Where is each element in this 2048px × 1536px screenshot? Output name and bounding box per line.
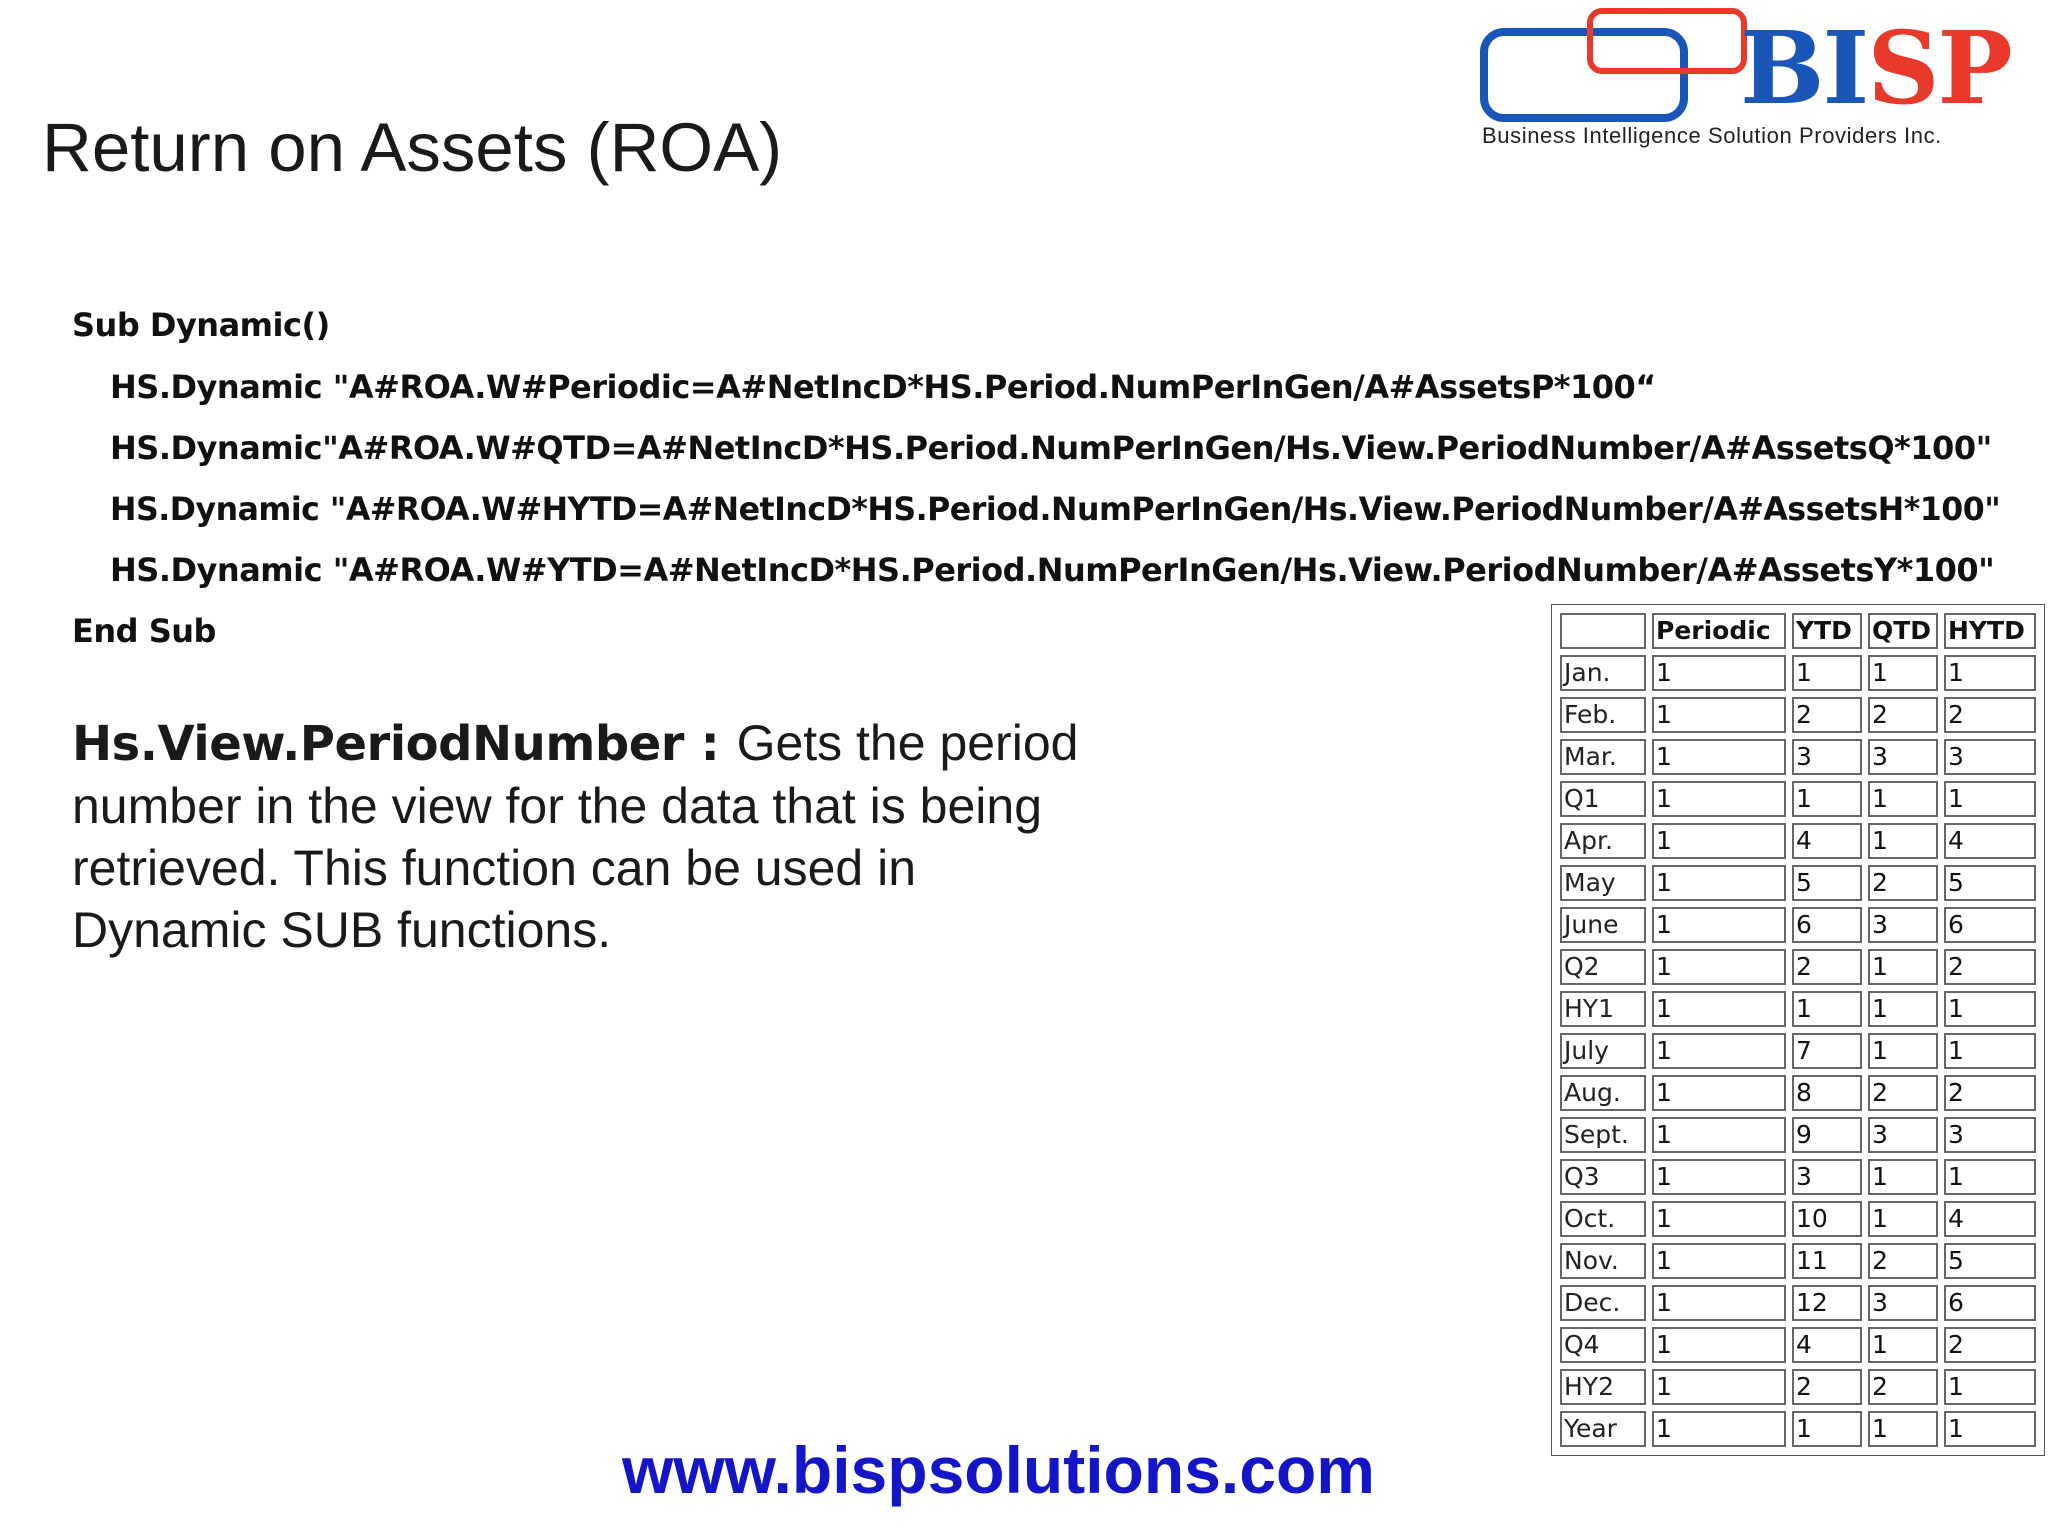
table-row (1560, 907, 2036, 943)
value-cell: 3 (1944, 1117, 2036, 1153)
value-cell: 2 (1868, 1243, 1938, 1279)
code-line-periodic: HS.Dynamic "A#ROA.W#Periodic=A#NetIncD*HS.Period.NumPerInGen/A#AssetsP*100“ (110, 368, 1656, 406)
value-cell: 1 (1652, 865, 1786, 901)
row-label-cell: Q2 (1560, 949, 1646, 985)
code-sub-end: End Sub (72, 612, 216, 650)
header-cell: YTD (1792, 613, 1862, 649)
value-cell: 1 (1652, 907, 1786, 943)
value-cell: 1 (1652, 949, 1786, 985)
header-cell: Periodic (1652, 613, 1786, 649)
value-cell: 4 (1944, 1201, 2036, 1237)
value-cell: 2 (1792, 697, 1862, 733)
value-cell: 1 (1868, 655, 1938, 691)
value-cell: 1 (1868, 781, 1938, 817)
value-cell: 1 (1944, 1411, 2036, 1447)
header-cell (1560, 613, 1646, 649)
value-cell: 1 (1944, 781, 2036, 817)
value-cell: 2 (1944, 949, 2036, 985)
code-line-ytd: HS.Dynamic "A#ROA.W#YTD=A#NetIncD*HS.Period.NumPerInGen/Hs.View.PeriodNumber/A#AssetsY*100" (110, 551, 1995, 589)
value-cell: 1 (1652, 1327, 1786, 1363)
value-cell: 1 (1652, 739, 1786, 775)
table-row (1560, 949, 2036, 985)
value-cell: 1 (1944, 1369, 2036, 1405)
slide-title: Return on Assets (ROA) (42, 109, 783, 186)
value-cell: 1 (1652, 1285, 1786, 1321)
table-row (1560, 655, 2036, 691)
value-cell: 1 (1652, 1369, 1786, 1405)
value-cell: 1 (1652, 1201, 1786, 1237)
value-cell: 6 (1944, 1285, 2036, 1321)
table-row (1560, 1201, 2036, 1237)
value-cell: 12 (1792, 1285, 1862, 1321)
value-cell: 1 (1868, 823, 1938, 859)
row-label-cell: Q1 (1560, 781, 1646, 817)
value-cell: 4 (1944, 823, 2036, 859)
table-row (1560, 865, 2036, 901)
value-cell: 7 (1792, 1033, 1862, 1069)
row-label-cell: July (1560, 1033, 1646, 1069)
table-row (1560, 823, 2036, 859)
value-cell: 1 (1944, 1159, 2036, 1195)
table-row (1560, 1411, 2036, 1447)
value-cell: 2 (1868, 865, 1938, 901)
value-cell: 1 (1652, 655, 1786, 691)
value-cell: 1 (1792, 991, 1862, 1027)
value-cell: 4 (1792, 1327, 1862, 1363)
table-row (1560, 1369, 2036, 1405)
row-label-cell: Dec. (1560, 1285, 1646, 1321)
value-cell: 1 (1868, 1201, 1938, 1237)
logo-tagline: Business Intelligence Solution Providers Inc. (1482, 123, 1942, 148)
value-cell: 1 (1652, 991, 1786, 1027)
value-cell: 10 (1792, 1201, 1862, 1237)
value-cell: 2 (1868, 1369, 1938, 1405)
row-label-cell: Sept. (1560, 1117, 1646, 1153)
value-cell: 5 (1944, 865, 2036, 901)
value-cell: 1 (1652, 1411, 1786, 1447)
code-sub-start: Sub Dynamic() (72, 306, 330, 344)
value-cell: 1 (1652, 1159, 1786, 1195)
value-cell: 1 (1944, 991, 2036, 1027)
value-cell: 1 (1652, 697, 1786, 733)
value-cell: 3 (1868, 1285, 1938, 1321)
value-cell: 3 (1944, 739, 2036, 775)
row-label-cell: Jan. (1560, 655, 1646, 691)
row-label-cell: May (1560, 865, 1646, 901)
logo-brand-blue: BI (1740, 9, 1868, 127)
value-cell: 2 (1868, 1075, 1938, 1111)
value-cell: 5 (1944, 1243, 2036, 1279)
value-cell: 2 (1944, 1075, 2036, 1111)
website-url: www.bispsolutions.com (622, 1433, 1375, 1507)
value-cell: 3 (1792, 739, 1862, 775)
table-row (1560, 1243, 2036, 1279)
row-label-cell: Q3 (1560, 1159, 1646, 1195)
value-cell: 3 (1868, 739, 1938, 775)
value-cell: 1 (1652, 823, 1786, 859)
row-label-cell: HY2 (1560, 1369, 1646, 1405)
table-row (1560, 1117, 2036, 1153)
value-cell: 11 (1792, 1243, 1862, 1279)
value-cell: 1 (1944, 655, 2036, 691)
row-label-cell: HY1 (1560, 991, 1646, 1027)
value-cell: 3 (1792, 1159, 1862, 1195)
value-cell: 1 (1792, 781, 1862, 817)
period-number-table (1551, 604, 2045, 1456)
table-row (1560, 991, 2036, 1027)
table-header-row (1560, 613, 2036, 649)
table-row (1560, 1327, 2036, 1363)
table-row (1560, 1285, 2036, 1321)
value-cell: 3 (1868, 907, 1938, 943)
row-label-cell: Q4 (1560, 1327, 1646, 1363)
value-cell: 1 (1652, 781, 1786, 817)
value-cell: 1 (1868, 1159, 1938, 1195)
row-label-cell: Feb. (1560, 697, 1646, 733)
value-cell: 2 (1792, 949, 1862, 985)
value-cell: 6 (1792, 907, 1862, 943)
code-line-hytd: HS.Dynamic "A#ROA.W#HYTD=A#NetIncD*HS.Period.NumPerInGen/Hs.View.PeriodNumber/A#AssetsH*100" (110, 490, 2001, 528)
description-term: Hs.View.PeriodNumber (72, 716, 684, 772)
row-label-cell: Oct. (1560, 1201, 1646, 1237)
value-cell: 2 (1944, 697, 2036, 733)
table-row (1560, 739, 2036, 775)
description-text: Gets the period number in the view for the data that is being retrieved. This function can be used in Dynamic SUB functions. (72, 715, 1079, 958)
table-body (1560, 655, 2036, 1447)
value-cell: 6 (1944, 907, 2036, 943)
logo-brand-red: SP (1867, 9, 2011, 127)
bisp-logo (1478, 6, 2048, 156)
row-label-cell: June (1560, 907, 1646, 943)
value-cell: 1 (1868, 1327, 1938, 1363)
value-cell: 8 (1792, 1075, 1862, 1111)
value-cell: 1 (1868, 991, 1938, 1027)
value-cell: 9 (1792, 1117, 1862, 1153)
table-row (1560, 1033, 2036, 1069)
value-cell: 1 (1868, 1033, 1938, 1069)
value-cell: 1 (1792, 1411, 1862, 1447)
period-table (1554, 607, 2042, 1453)
value-cell: 2 (1792, 1369, 1862, 1405)
table-row (1560, 1159, 2036, 1195)
table-row (1560, 781, 2036, 817)
row-label-cell: Mar. (1560, 739, 1646, 775)
value-cell: 1 (1652, 1075, 1786, 1111)
header-cell: HYTD (1944, 613, 2036, 649)
description-separator: : (683, 716, 737, 772)
logo-brand (1740, 9, 2011, 127)
header-cell: QTD (1868, 613, 1938, 649)
value-cell: 1 (1868, 949, 1938, 985)
row-label-cell: Nov. (1560, 1243, 1646, 1279)
value-cell: 3 (1868, 1117, 1938, 1153)
table-row (1560, 697, 2036, 733)
value-cell: 1 (1652, 1243, 1786, 1279)
value-cell: 4 (1792, 823, 1862, 859)
value-cell: 1 (1652, 1117, 1786, 1153)
value-cell: 2 (1944, 1327, 2036, 1363)
table-row (1560, 1075, 2036, 1111)
row-label-cell: Aug. (1560, 1075, 1646, 1111)
value-cell: 1 (1868, 1411, 1938, 1447)
row-label-cell: Apr. (1560, 823, 1646, 859)
value-cell: 5 (1792, 865, 1862, 901)
value-cell: 1 (1944, 1033, 2036, 1069)
description (72, 712, 1082, 961)
value-cell: 1 (1792, 655, 1862, 691)
row-label-cell: Year (1560, 1411, 1646, 1447)
value-cell: 1 (1652, 1033, 1786, 1069)
value-cell: 2 (1868, 697, 1938, 733)
code-line-qtd: HS.Dynamic"A#ROA.W#QTD=A#NetIncD*HS.Period.NumPerInGen/Hs.View.PeriodNumber/A#AssetsQ*100" (110, 429, 1992, 467)
